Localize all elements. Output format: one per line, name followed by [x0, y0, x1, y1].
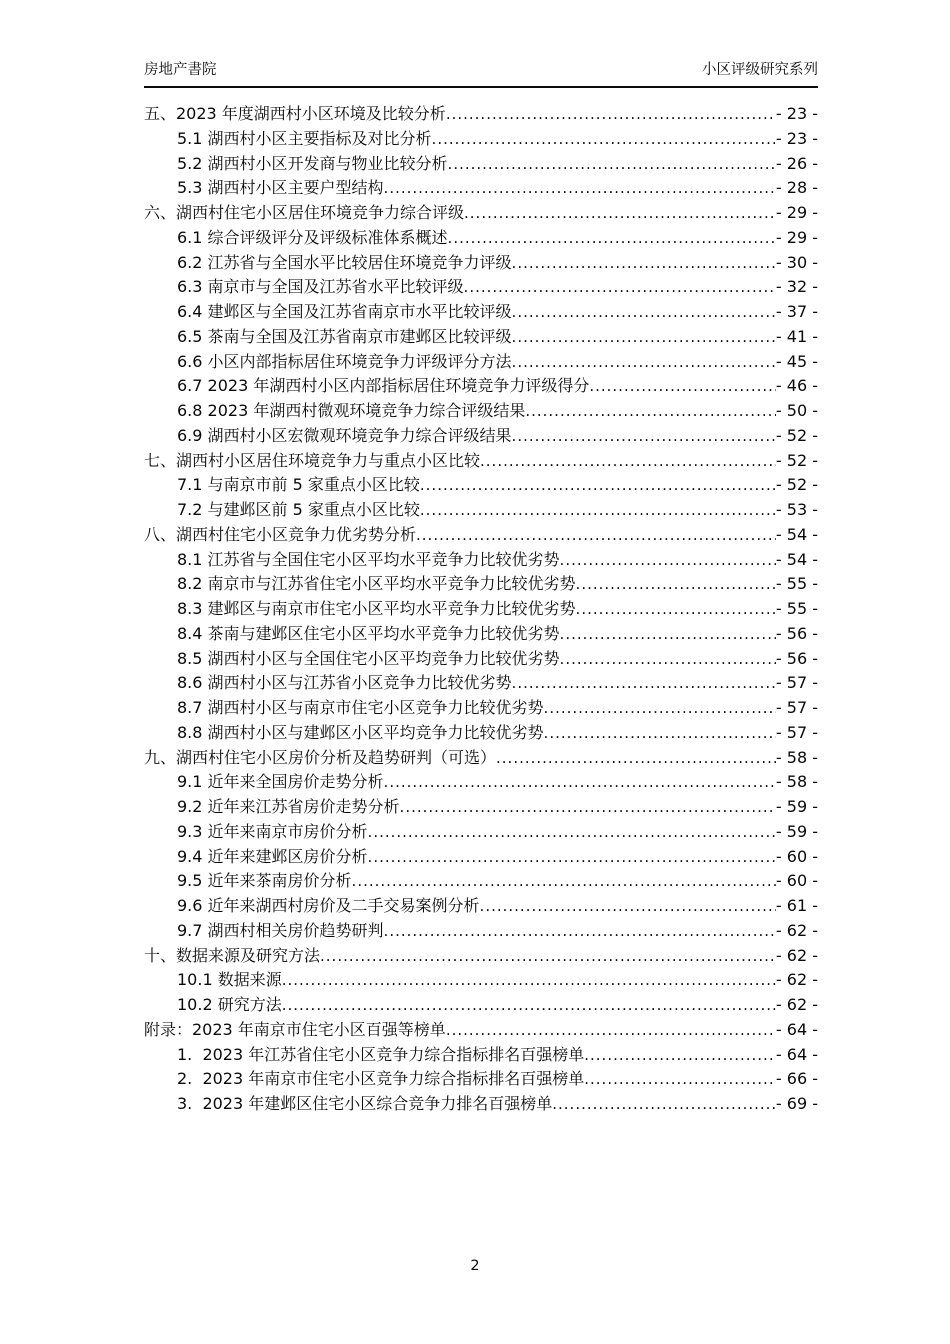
- header-right-text: 小区评级研究系列: [702, 62, 818, 78]
- toc-entry-page: - 55 -: [775, 599, 818, 618]
- toc-entry[interactable]: [144, 152, 818, 177]
- toc-entry-label: 9.5 近年来茶南房价分析: [177, 871, 352, 891]
- toc-entry[interactable]: [144, 622, 818, 647]
- toc-leader-dots: [576, 572, 776, 597]
- toc-entry-label: 8.3 建邺区与南京市住宅小区平均水平竞争力比较优劣势: [177, 599, 576, 618]
- toc-leader-dots: [432, 127, 776, 152]
- toc-entry-page: - 46 -: [775, 376, 818, 396]
- toc-leader-dots: [282, 968, 776, 993]
- toc-entry[interactable]: [144, 1092, 818, 1117]
- toc-entry-page: - 54 -: [775, 524, 818, 544]
- toc-entry[interactable]: [144, 944, 818, 969]
- toc-entry-page: - 62 -: [775, 945, 818, 965]
- toc-entry-label: 八、湖西村住宅小区竞争力优劣势分析: [144, 524, 417, 544]
- toc-leader-dots: [512, 424, 776, 449]
- toc-entry[interactable]: [144, 127, 818, 152]
- toc-entry[interactable]: [144, 795, 818, 820]
- toc-entry[interactable]: [144, 845, 818, 870]
- toc-entry-label: 8.8 湖西村小区与建邺区小区平均竞争力比较优劣势: [177, 722, 544, 742]
- header-left-text: 房地产書院: [144, 62, 217, 78]
- toc-entry[interactable]: [144, 869, 818, 894]
- toc-entry-page: - 23 -: [775, 104, 818, 123]
- toc-entry[interactable]: [144, 399, 818, 424]
- toc-entry-label: 9.6 近年来湖西村房价及二手交易案例分析: [177, 896, 480, 915]
- toc-leader-dots: [320, 944, 776, 969]
- toc-leader-dots: [560, 548, 776, 573]
- toc-leader-dots: [480, 449, 776, 474]
- toc-entry[interactable]: [144, 671, 818, 696]
- toc-entry-label: 五、2023 年度湖西村小区环境及比较分析: [144, 104, 446, 123]
- toc-leader-dots: [512, 671, 776, 696]
- toc-entry[interactable]: [144, 993, 818, 1018]
- toc-entry-page: - 50 -: [775, 401, 818, 420]
- toc-entry[interactable]: [144, 894, 818, 919]
- toc-entry[interactable]: [144, 523, 818, 548]
- toc-leader-dots: [420, 473, 776, 498]
- toc-entry[interactable]: [144, 548, 818, 573]
- toc-leader-dots: [384, 176, 776, 201]
- toc-entry-page: - 58 -: [775, 747, 818, 767]
- toc-entry[interactable]: [144, 1018, 818, 1043]
- toc-leader-dots: [552, 1092, 776, 1117]
- table-of-contents: [144, 102, 818, 1117]
- toc-entry-page: - 58 -: [775, 772, 818, 792]
- toc-entry[interactable]: [144, 102, 818, 127]
- toc-entry-label: 9.2 近年来江苏省房价走势分析: [177, 797, 400, 816]
- toc-entry-label: 七、湖西村小区居住环境竞争力与重点小区比较: [144, 450, 481, 470]
- toc-entry-page: - 41 -: [775, 326, 818, 346]
- toc-entry[interactable]: [144, 449, 818, 474]
- toc-leader-dots: [420, 498, 776, 523]
- toc-entry-label: 8.1 江苏省与全国住宅小区平均水平竞争力比较优劣势: [177, 549, 560, 569]
- toc-entry-page: - 52 -: [775, 475, 818, 495]
- toc-entry-page: - 56 -: [775, 648, 818, 668]
- toc-entry-label: 7.2 与建邺区前 5 家重点小区比较: [177, 500, 420, 519]
- toc-leader-dots: [384, 770, 776, 795]
- toc-entry-page: - 62 -: [775, 920, 818, 940]
- toc-entry-page: - 57 -: [775, 673, 818, 693]
- toc-leader-dots: [525, 399, 776, 424]
- toc-entry[interactable]: [144, 498, 818, 523]
- toc-entry-page: - 32 -: [775, 277, 818, 297]
- toc-entry-label: 6.5 茶南与全国及江苏省南京市建邺区比较评级: [177, 326, 512, 346]
- toc-entry-page: - 66 -: [775, 1069, 818, 1089]
- toc-leader-dots: [446, 102, 776, 127]
- toc-entry[interactable]: [144, 424, 818, 449]
- toc-leader-dots: [448, 226, 776, 251]
- toc-entry-label: 6.1 综合评级评分及评级标准体系概述: [177, 227, 448, 247]
- toc-leader-dots: [560, 622, 776, 647]
- toc-leader-dots: [368, 845, 776, 870]
- toc-entry-label: 6.6 小区内部指标居住环境竞争力评级评分方法: [177, 351, 512, 371]
- toc-entry[interactable]: [144, 251, 818, 276]
- toc-entry-page: - 52 -: [775, 450, 818, 470]
- toc-entry-page: - 64 -: [775, 1019, 818, 1039]
- toc-entry-label: 5.1 湖西村小区主要指标及对比分析: [177, 128, 432, 148]
- toc-entry-label: 6.4 建邺区与全国及江苏省南京市水平比较评级: [177, 302, 512, 321]
- toc-leader-dots: [464, 275, 776, 300]
- toc-entry[interactable]: [144, 919, 818, 944]
- toc-entry-label: 九、湖西村住宅小区房价分析及趋势研判（可选）: [144, 747, 497, 767]
- toc-entry-label: 10.1 数据来源: [177, 970, 282, 990]
- toc-entry[interactable]: [144, 1067, 818, 1092]
- toc-entry-page: - 29 -: [775, 203, 818, 222]
- toc-entry[interactable]: [144, 176, 818, 201]
- toc-entry-page: - 28 -: [775, 178, 818, 198]
- toc-entry-page: - 64 -: [775, 1044, 818, 1064]
- toc-entry-page: - 61 -: [775, 896, 818, 915]
- toc-entry[interactable]: [144, 597, 818, 622]
- page-number: 2: [470, 1258, 480, 1274]
- toc-leader-dots: [368, 820, 776, 845]
- toc-entry-label: 6.2 江苏省与全国水平比较居住环境竞争力评级: [177, 252, 512, 272]
- toc-entry-label: 5.3 湖西村小区主要户型结构: [177, 178, 384, 198]
- toc-leader-dots: [464, 201, 776, 226]
- toc-leader-dots: [576, 597, 776, 622]
- toc-entry-label: 六、湖西村住宅小区居住环境竞争力综合评级: [144, 203, 465, 222]
- toc-entry-page: - 55 -: [775, 574, 818, 594]
- toc-leader-dots: [560, 647, 776, 672]
- toc-entry-page: - 57 -: [775, 722, 818, 742]
- toc-entry[interactable]: [144, 275, 818, 300]
- toc-entry[interactable]: [144, 647, 818, 672]
- toc-entry-page: - 23 -: [775, 128, 818, 148]
- toc-entry-label: 9.1 近年来全国房价走势分析: [177, 772, 384, 792]
- toc-entry-page: - 37 -: [775, 302, 818, 321]
- toc-leader-dots: [282, 993, 776, 1018]
- toc-leader-dots: [512, 350, 776, 375]
- toc-entry[interactable]: [144, 696, 818, 721]
- toc-entry-label: 8.2 南京市与江苏省住宅小区平均水平竞争力比较优劣势: [177, 574, 576, 594]
- toc-entry-label: 附录：2023 年南京市住宅小区百强等榜单: [144, 1019, 446, 1039]
- toc-entry-label: 10.2 研究方法: [177, 995, 282, 1014]
- toc-entry-label: 2. 2023 年南京市住宅小区竞争力综合指标排名百强榜单: [177, 1069, 585, 1089]
- toc-entry[interactable]: [144, 770, 818, 795]
- toc-entry-label: 9.7 湖西村相关房价趋势研判: [177, 920, 384, 940]
- toc-leader-dots: [446, 1018, 776, 1043]
- toc-entry-page: - 57 -: [775, 698, 818, 717]
- toc-leader-dots: [512, 300, 776, 325]
- toc-entry-page: - 29 -: [775, 227, 818, 247]
- toc-leader-dots: [544, 696, 776, 721]
- page-footer: [0, 1258, 950, 1274]
- toc-leader-dots: [589, 374, 776, 399]
- toc-entry-page: - 69 -: [775, 1094, 818, 1113]
- toc-leader-dots: [512, 325, 776, 350]
- toc-entry-label: 8.5 湖西村小区与全国住宅小区平均竞争力比较优劣势: [177, 648, 560, 668]
- toc-entry-label: 9.4 近年来建邺区房价分析: [177, 846, 368, 866]
- toc-entry[interactable]: [144, 374, 818, 399]
- toc-entry-label: 8.4 茶南与建邺区住宅小区平均水平竞争力比较优劣势: [177, 623, 560, 643]
- toc-entry[interactable]: [144, 201, 818, 226]
- toc-entry[interactable]: [144, 721, 818, 746]
- toc-entry-page: - 59 -: [775, 797, 818, 816]
- toc-leader-dots: [384, 919, 776, 944]
- toc-entry-page: - 26 -: [775, 153, 818, 173]
- toc-leader-dots: [416, 523, 776, 548]
- toc-entry[interactable]: [144, 226, 818, 251]
- toc-entry-label: 1. 2023 年江苏省住宅小区竞争力综合指标排名百强榜单: [177, 1044, 585, 1064]
- toc-entry-label: 十、数据来源及研究方法: [144, 945, 321, 965]
- toc-entry-label: 8.6 湖西村小区与江苏省小区竞争力比较优劣势: [177, 673, 512, 693]
- toc-entry[interactable]: [144, 350, 818, 375]
- toc-entry-label: 6.9 湖西村小区宏微观环境竞争力综合评级结果: [177, 425, 512, 445]
- toc-entry-page: - 52 -: [775, 425, 818, 445]
- toc-entry[interactable]: [144, 820, 818, 845]
- toc-entry-page: - 54 -: [775, 549, 818, 569]
- toc-leader-dots: [544, 721, 776, 746]
- toc-entry-label: 3. 2023 年建邺区住宅小区综合竞争力排名百强榜单: [177, 1094, 553, 1113]
- toc-entry-page: - 45 -: [775, 351, 818, 371]
- toc-leader-dots: [584, 1043, 776, 1068]
- toc-entry-label: 6.7 2023 年湖西村小区内部指标居住环境竞争力评级得分: [177, 376, 590, 396]
- toc-leader-dots: [496, 746, 776, 771]
- toc-entry[interactable]: [144, 325, 818, 350]
- toc-entry-page: - 30 -: [775, 252, 818, 272]
- toc-entry[interactable]: [144, 1043, 818, 1068]
- toc-leader-dots: [480, 894, 776, 919]
- toc-entry-page: - 62 -: [775, 995, 818, 1014]
- toc-entry-page: - 53 -: [775, 500, 818, 519]
- toc-leader-dots: [448, 152, 776, 177]
- toc-leader-dots: [584, 1067, 776, 1092]
- toc-entry[interactable]: [144, 300, 818, 325]
- toc-entry-label: 9.3 近年来南京市房价分析: [177, 821, 368, 841]
- toc-entry-label: 7.1 与南京市前 5 家重点小区比较: [177, 475, 420, 495]
- toc-entry[interactable]: [144, 968, 818, 993]
- toc-entry-label: 5.2 湖西村小区开发商与物业比较分析: [177, 153, 448, 173]
- toc-leader-dots: [352, 869, 776, 894]
- toc-entry[interactable]: [144, 572, 818, 597]
- toc-entry[interactable]: [144, 746, 818, 771]
- toc-entry-page: - 62 -: [775, 970, 818, 990]
- toc-leader-dots: [400, 795, 776, 820]
- toc-entry-page: - 56 -: [775, 623, 818, 643]
- toc-entry-label: 8.7 湖西村小区与南京市住宅小区竞争力比较优劣势: [177, 698, 544, 717]
- toc-entry-label: 6.8 2023 年湖西村微观环境竞争力综合评级结果: [177, 401, 526, 420]
- toc-entry-page: - 60 -: [775, 871, 818, 891]
- toc-entry-label: 6.3 南京市与全国及江苏省水平比较评级: [177, 277, 464, 297]
- toc-entry-page: - 60 -: [775, 846, 818, 866]
- toc-leader-dots: [512, 251, 776, 276]
- toc-entry-page: - 59 -: [775, 821, 818, 841]
- toc-entry[interactable]: [144, 473, 818, 498]
- page-header: [144, 60, 818, 88]
